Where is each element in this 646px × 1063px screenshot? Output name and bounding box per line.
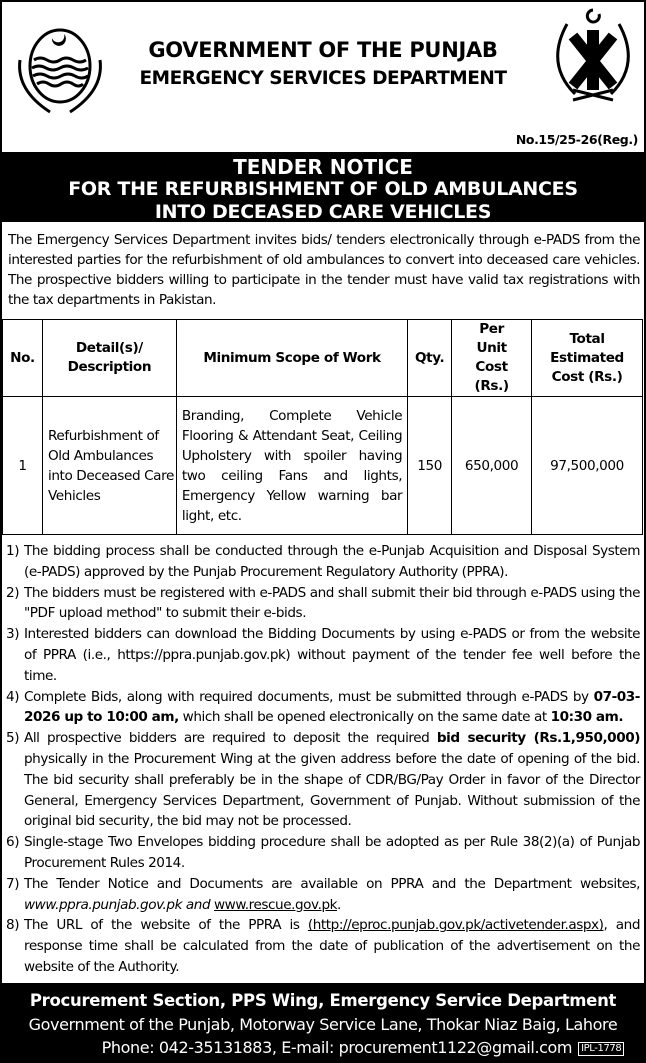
cell-scope: Branding, Complete Vehicle Flooring & Attendant Seat, Ceiling Upholstery with spoiler having two ceiling Fans and lights, Emergency Yellow warning bar light, etc. [176, 397, 407, 535]
text: Complete Bids, along with required documents, must be submitted through e-PADS by [24, 688, 594, 705]
list-item [6, 832, 640, 874]
item-text [24, 874, 640, 916]
item-text [24, 915, 640, 977]
item-number: 7) [6, 875, 20, 892]
notice-title-band [2, 152, 644, 222]
cell-no: 1 [3, 397, 43, 535]
item-number: 3) [6, 626, 20, 643]
tender-table [2, 319, 643, 535]
government-title: GOVERNMENT OF THE PUNJAB [148, 38, 498, 62]
text: , and response time shall be calculated from the date of publication of the advertisement on the website of the Authority. [24, 917, 640, 975]
list-item [6, 687, 640, 729]
text: which shall be opened electronically on the same date at [178, 709, 551, 726]
col-no: No. [3, 320, 43, 397]
list-item [6, 915, 640, 977]
opening-time: 10:30 am. [550, 709, 624, 726]
eproc-link[interactable]: (http://eproc.punjab.gov.pk/activetender.aspx) [307, 917, 604, 934]
item-number: 6) [6, 834, 20, 851]
list-item [6, 583, 640, 625]
list-item [6, 541, 640, 583]
text: All prospective bidders are required to deposit the required [24, 730, 437, 747]
ipl-code: IPL-1778 [578, 1042, 624, 1056]
table-row [3, 397, 643, 535]
terms-list [2, 535, 644, 1002]
header [2, 2, 644, 152]
col-unit-cost: Per Unit Cost (Rs.) [452, 320, 532, 397]
notice-subject-line-2: INTO DECEASED CARE VEHICLES [154, 201, 492, 223]
item-number: 8) [6, 917, 20, 934]
footer-section: Procurement Section, PPS Wing, Emergency Service Department [29, 991, 617, 1010]
tender-notice-heading: TENDER NOTICE [233, 155, 413, 179]
submission-deadline: 07-03-2026 up to 10:00 am, [24, 688, 640, 726]
rescue-link[interactable]: www.rescue.gov.pk [214, 896, 338, 913]
item-number: 2) [6, 584, 20, 601]
cell-unit-cost: 650,000 [452, 397, 532, 535]
cell-description: Refurbishment of Old Ambulances into Deceased Care Vehicles [42, 397, 176, 535]
text: The URL of the website of the PPRA is [24, 917, 308, 934]
list-item [6, 624, 640, 686]
list-item [6, 874, 640, 916]
text: . [337, 896, 341, 913]
table-header-row [3, 320, 643, 397]
item-text [24, 728, 640, 832]
col-scope: Minimum Scope of Work [176, 320, 407, 397]
list-item [6, 728, 640, 832]
intro-paragraph: The Emergency Services Department invites bids/ tenders electronically through e-PADS from the interested parties for the refurbishment of old ambulances to convert into deceased care vehicles. The prospective bidders willing to participate in the tender must have valid tax registrations with the tax departments in Pakistan. [8, 232, 640, 308]
notice-subject-line-1: FOR THE REFURBISHMENT OF OLD AMBULANCES [68, 178, 578, 200]
footer-address: Government of the Punjab, Motorway Service Lane, Thokar Niaz Baig, Lahore [28, 1015, 618, 1034]
cell-qty: 150 [408, 397, 452, 535]
ppra-link[interactable]: www.ppra.punjab.gov.pk and [24, 896, 211, 913]
rescue-1122-emblem-icon [547, 4, 639, 116]
item-text [24, 687, 640, 729]
col-qty: Qty. [408, 320, 452, 397]
text: physically in the Procurement Wing at the given address before the date of opening of the bid. The bid security shall preferably be in the shape of CDR/BG/Pay Order in favor of the Director General, Emergency Services Department, Government of Punjab. Without submission of the original bid security, the bid may not be processed. [24, 750, 640, 830]
item-text: The bidders must be registered with e-PADS and shall submit their bid through e-PADS using the "PDF upload method" to submit their e-bids. [24, 584, 640, 622]
item-text: Interested bidders can download the Bidding Documents by using e-PADS or from the website of PPRA (i.e., https://ppra.punjab.gov.pk) without payment of the tender fee well before the time. [24, 626, 640, 684]
contact-text: Phone: 042-35131883, E-mail: procurement1122@gmail.com [101, 1038, 573, 1057]
item-number: 5) [6, 730, 20, 747]
bid-security-amount: bid security (Rs.1,950,000) [436, 730, 640, 747]
text: The Tender Notice and Documents are available on PPRA and the Department websites, [24, 875, 640, 892]
footer [2, 983, 644, 1061]
cell-total-cost: 97,500,000 [532, 397, 643, 535]
col-description: Detail(s)/ Description [42, 320, 176, 397]
department-title: EMERGENCY SERVICES DEPARTMENT [139, 68, 507, 89]
item-text: Single-stage Two Envelopes bidding procedure shall be adopted as per Rule 38(2)(a) of Punjab Procurement Rules 2014. [24, 834, 640, 871]
item-number: 1) [6, 543, 20, 559]
item-number: 4) [6, 688, 20, 705]
footer-contact [2, 1036, 644, 1059]
item-text: The bidding process shall be conducted through the e-Punjab Acquisition and Disposal System (e-PADS) approved by the Punjab Procurement Regulatory Authority (PPRA). [24, 543, 640, 580]
reference-number: No.15/25-26(Reg.) [515, 132, 638, 147]
col-total-cost: Total Estimated Cost (Rs.) [532, 320, 643, 397]
